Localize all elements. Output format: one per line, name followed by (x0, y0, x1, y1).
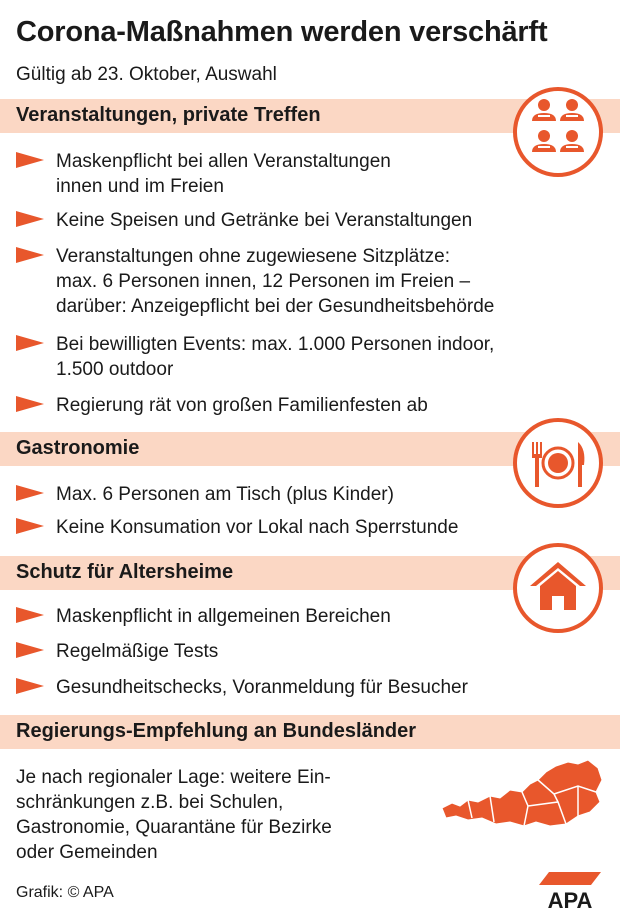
people-group-icon (512, 86, 604, 178)
section-heading-gastronomie: Gastronomie (16, 437, 140, 459)
apa-logo (535, 870, 605, 910)
recommendation-text: Je nach regionaler Lage: weitere Ein- schränkungen z.B. bei Schulen, Gastronomie, Quarantäne für Bezirke oder Gemeinden (16, 767, 332, 863)
bullet-arrow-icon (16, 152, 44, 168)
section-heading-altersheime: Schutz für Altersheime (16, 561, 234, 583)
house-icon (512, 542, 604, 634)
bullet-arrow-icon (16, 518, 44, 534)
credit: Grafik: © APA (16, 884, 114, 901)
bullet-arrow-icon (16, 485, 44, 501)
bullet-arrow-icon (16, 211, 44, 227)
bullet-arrow-icon (16, 678, 44, 694)
svg-text:APA: APA (547, 888, 593, 910)
bullet-arrow-icon (16, 335, 44, 351)
austria-map-icon (438, 756, 608, 834)
fork-plate-knife-icon (512, 417, 604, 509)
bullet-arrow-icon (16, 396, 44, 412)
bullet-arrow-icon (16, 642, 44, 658)
bullet-arrow-icon (16, 247, 44, 263)
section-heading-veranstaltungen: Veranstaltungen, private Treffen (16, 104, 321, 126)
bullet-arrow-icon (16, 607, 44, 623)
section-heading-empfehlung: Regierungs-Empfehlung an Bundesländer (16, 720, 417, 742)
page-subtitle: Gültig ab 23. Oktober, Auswahl (16, 64, 277, 85)
page-title: Corona-Maßnahmen werden verschärft (16, 16, 548, 48)
